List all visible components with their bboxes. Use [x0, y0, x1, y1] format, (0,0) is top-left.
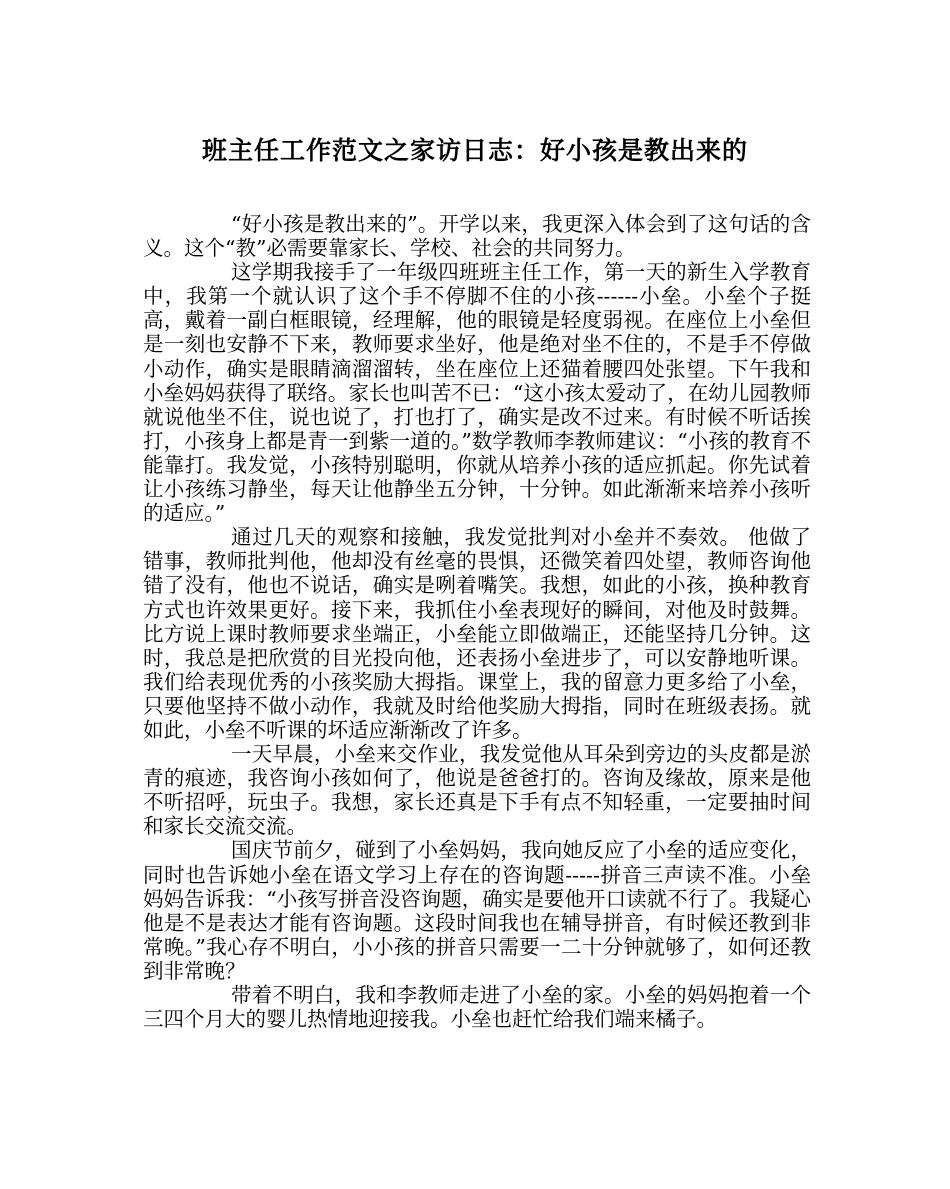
- paragraph: 通过几天的观察和接触，我发觉批判对小垒并不奏效。 他做了错事，教师批判他，他却没有丝毫的畏惧，还微笑着四处望，教师咨询他错了没有，他也不说话，确实是咧着嘴笑。我想，如此的小孩，换种教育方式也许效果更好。接下来，我抓住小垒表现好的瞬间，对他及时鼓舞。比方说上课时教师要求坐端正，小垒能立即做端正，还能坚持几分钟。这时，我总是把欣赏的目光投向他，还表扬小垒进步了，可以安静地听课。我们给表现优秀的小孩奖励大拇指。课堂上，我的留意力更多给了小垒，只要他坚持不做小动作，我就及时给他奖励大拇指，同时在班级表扬。就如此，小垒不听课的坏适应渐渐改了许多。: [143, 525, 811, 742]
- paragraph: 一天早晨，小垒来交作业，我发觉他从耳朵到旁边的头皮都是淤青的痕迹，我咨询小孩如何了，他说是爸爸打的。咨询及缘故，原来是他不听招呼，玩虫子。我想，家长还真是下手有点不知轻重，一定要抽时间和家长交流交流。: [143, 742, 811, 839]
- paragraph: 带着不明白，我和李教师走进了小垒的家。小垒的妈妈抱着一个三四个月大的婴儿热情地迎接我。小垒也赶忙给我们端来橘子。: [143, 983, 811, 1032]
- paragraph: 国庆节前夕，碰到了小垒妈妈，我向她反应了小垒的适应变化，同时也告诉她小垒在语文学习上存在的咨询题-----拼音三声读不准。小垒妈妈告诉我：“小孩写拼音没咨询题，确实是要他开口读就不行了。我疑心他是不是表达才能有咨询题。这段时间我也在辅导拼音，有时候还教到非常晚。”我心存不明白，小小孩的拼音只需要一二十分钟就够了，如何还教到非常晚？: [143, 838, 811, 983]
- document-body: [143, 212, 811, 1031]
- paragraph: 这学期我接手了一年级四班班主任工作，第一天的新生入学教育中，我第一个就认识了这个手不停脚不住的小孩------小垒。小垒个子挺高，戴着一副白框眼镜，经理解，他的眼镜是轻度弱视。在座位上小垒但是一刻也安静不下来，教师要求坐好，他是绝对坐不住的，不是手不停做小动作，确实是眼睛滴溜溜转，坐在座位上还猫着腰四处张望。下午我和小垒妈妈获得了联络。家长也叫苦不已：“这小孩太爱动了，在幼儿园教师就说他坐不住，说也说了，打也打了，确实是改不过来。有时候不听话挨打，小孩身上都是青一到紫一道的。”数学教师李教师建议：“小孩的教育不能靠打。我发觉，小孩特别聪明，你就从培养小孩的适应抓起。你先试着让小孩练习静坐，每天让他静坐五分钟，十分钟。如此渐渐来培养小孩听的适应。”: [143, 260, 811, 526]
- paragraph: “好小孩是教出来的”。开学以来，我更深入体会到了这句话的含义。这个“教”必需要靠家长、学校、社会的共同努力。: [143, 212, 811, 261]
- document-title: 班主任工作范文之家访日志：好小孩是教出来的: [201, 136, 748, 165]
